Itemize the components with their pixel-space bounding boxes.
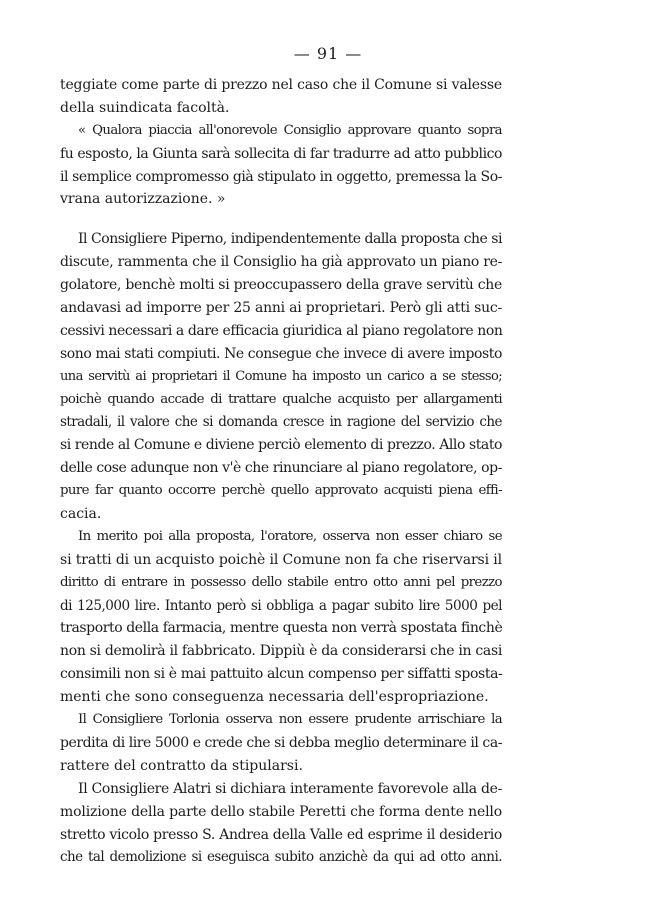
text-line: vrana autorizzazione. » xyxy=(60,191,226,208)
text-line: molizione della parte dello stabile Peretti che forma dente nello xyxy=(60,803,502,820)
text-line: il semplice compromesso già stipulato in oggetto, premessa la So- xyxy=(60,168,503,185)
text-line: che tal demolizione si eseguisca subito anzichè da qui ad otto anni. xyxy=(60,849,502,866)
text-line: sono mai stati compiuti. Ne consegue che invece di avere imposto xyxy=(60,345,503,362)
paragraph-torlonia xyxy=(60,709,502,778)
text-line: stradali, il valore che si domanda cresce in ragione del servizio che xyxy=(60,414,502,431)
text-line: della suindicata facoltà. xyxy=(60,99,230,116)
text-line: trasporto della farmacia, mentre questa non verrà spostata finchè xyxy=(60,620,503,637)
text-line: Il Consigliere Piperno, indipendentemente dalla proposta che si xyxy=(78,231,502,248)
text-line: una servitù ai proprietari il Comune ha imposto un carico a se stesso; xyxy=(60,368,502,384)
paragraph-quote xyxy=(60,120,502,212)
text-line: rattere del contratto da stipularsi. xyxy=(60,757,303,774)
text-line: pure far quanto occorre perchè quello approvato acquisti piena effi- xyxy=(60,483,502,499)
page-number: — 91 — xyxy=(293,44,363,63)
text-line: In merito poi alla proposta, l'oratore, osserva non esser chiaro se xyxy=(78,528,502,544)
paragraph-alatri xyxy=(60,778,502,870)
text-line: Il Consigliere Alatri si dichiara interamente favorevole alla de- xyxy=(78,780,502,797)
paragraph-oratore xyxy=(60,526,502,709)
text-line: cessivi necessari a dare efficacia giuridica al piano regolatore non xyxy=(60,322,503,339)
text-line: golatore, benchè molti si preoccupassero della grave servitù che xyxy=(60,277,502,294)
paragraph xyxy=(60,74,502,120)
text-line: si rende al Comune e diviene perciò elemento di prezzo. Allo stato xyxy=(60,437,502,454)
body-text xyxy=(60,74,502,869)
text-line: poichè quando accade di trattare qualche acquisto per allargamenti xyxy=(60,391,502,407)
paragraph-gap xyxy=(60,211,502,228)
text-line: di 125,000 lire. Intanto però si obbliga a pagar subito lire 5000 pel xyxy=(60,597,502,614)
text-line: discute, rammenta che il Consiglio ha già approvato un piano re- xyxy=(60,254,502,271)
text-line: non si demolirà il fabbricato. Dippiù è da considerarsi che in casi xyxy=(60,643,502,660)
text-line: « Qualora piaccia all'onorevole Consiglio approvare quanto sopra xyxy=(78,122,502,138)
text-line: menti che sono conseguenza necessaria dell'espropriazione. xyxy=(60,689,489,706)
text-line: cacia. xyxy=(60,506,102,523)
paragraph-piperno xyxy=(60,228,502,526)
text-line: teggiate come parte di prezzo nel caso che il Comune si valesse xyxy=(60,77,502,93)
text-line: si tratti di un acquisto poichè il Comune non fa che riservarsi il xyxy=(60,551,503,568)
text-line: andavasi ad imporre per 25 anni ai proprietari. Però gli atti suc- xyxy=(60,300,503,317)
text-line: Il Consigliere Torlonia osserva non essere prudente arrischiare la xyxy=(78,712,502,728)
text-line: stretto vicolo presso S. Andrea della Valle ed esprime il desiderio xyxy=(60,826,503,843)
text-line: fu esposto, la Giunta sarà sollecita di far tradurre ad atto pubblico xyxy=(60,145,502,162)
text-line: consimili non si è mai pattuito alcun compenso per siffatti sposta- xyxy=(60,666,503,683)
text-line: delle cose adunque non v'è che rinunciare al piano regolatore, op- xyxy=(60,460,502,477)
text-line: perdita di lire 5000 e crede che si debba meglio determinare il ca- xyxy=(60,734,503,751)
text-line: diritto di entrare in possesso dello stabile entro otto anni pel prezzo xyxy=(60,574,502,590)
